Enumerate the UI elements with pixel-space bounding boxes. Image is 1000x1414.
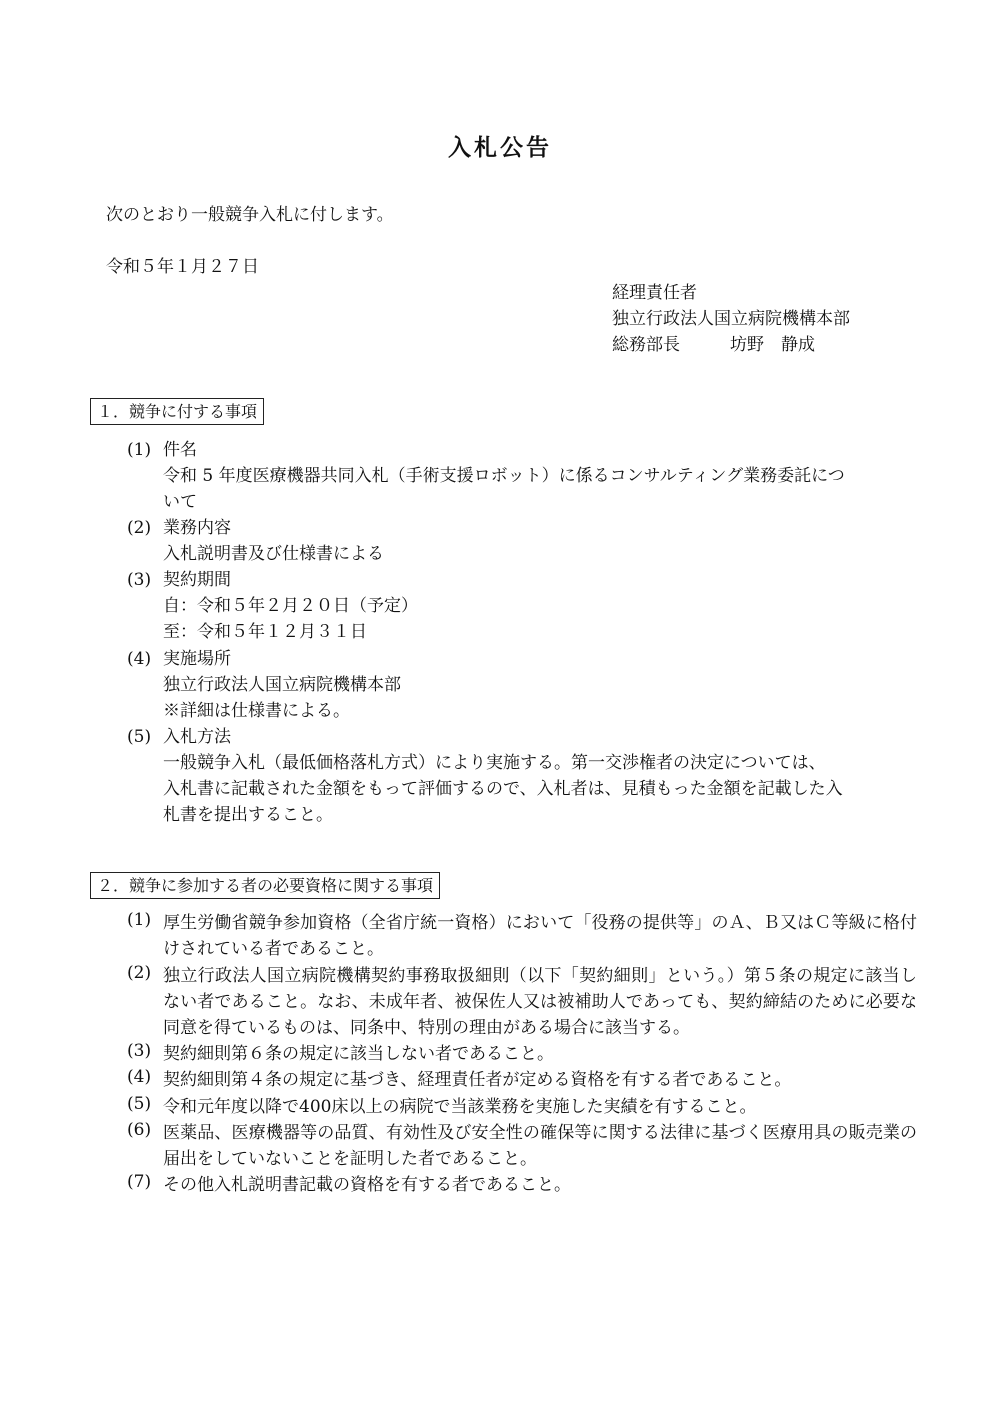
page-title: 入札公告 bbox=[448, 135, 552, 161]
s1-item5-line1: 一般競争入札（最低価格落札方式）により実施する。第一交渉権者の決定については、 bbox=[163, 753, 826, 773]
s2-item3-text: 契約細則第６条の規定に該当しない者であること。 bbox=[163, 1044, 554, 1064]
issuer-org: 独立行政法人国立病院機構本部 bbox=[612, 309, 850, 329]
s2-item3-num: (3) bbox=[127, 1041, 152, 1061]
s2-item5 bbox=[127, 1094, 917, 1120]
s1-item2-label: 業務内容 bbox=[163, 518, 231, 538]
s2-item5-num: (5) bbox=[127, 1094, 152, 1114]
s1-item5-label: 入札方法 bbox=[163, 727, 231, 747]
s2-item1-num: (1) bbox=[127, 910, 152, 930]
s1-item3-line1: 自：令和５年２月２０日（予定） bbox=[163, 596, 418, 616]
section1-heading: １．競争に付する事項 bbox=[90, 398, 264, 425]
s1-item2-line1: 入札説明書及び仕様書による bbox=[163, 544, 384, 564]
s1-item3-line2: 至：令和５年１２月３１日 bbox=[163, 622, 367, 642]
s2-item2-num: (2) bbox=[127, 963, 152, 983]
s2-item7-text: その他入札説明書記載の資格を有する者であること。 bbox=[163, 1175, 571, 1195]
s1-item1-line2: いて bbox=[163, 492, 197, 512]
s2-item5-text: 令和元年度以降で400床以上の病院で当該業務を実施した実績を有すること。 bbox=[163, 1097, 757, 1117]
s2-item7 bbox=[127, 1172, 917, 1198]
s2-item4-num: (4) bbox=[127, 1067, 152, 1087]
s2-item2-text: 独立行政法人国立病院機構契約事務取扱細則（以下「契約細則」という。）第５条の規定に該当しない者であること。なお、未成年者、被保佐人又は被補助人であっても、契約締結のために必要な同意を得ているものは、同条中、特別の理由がある場合に該当する。 bbox=[163, 966, 917, 1038]
s2-item4-text: 契約細則第４条の規定に基づき、経理責任者が定める資格を有する者であること。 bbox=[163, 1070, 792, 1090]
issuer-position: 総務部長 bbox=[612, 335, 680, 355]
s1-item4-label: 実施場所 bbox=[163, 649, 231, 669]
s2-item3 bbox=[127, 1041, 917, 1067]
notice-date: 令和５年１月２７日 bbox=[106, 257, 259, 277]
issuer-name: 坊野 静成 bbox=[730, 335, 815, 355]
intro-text: 次のとおり一般競争入札に付します。 bbox=[106, 205, 394, 225]
s1-item1-num: (1) bbox=[127, 440, 152, 460]
s1-item5-line3: 札書を提出すること。 bbox=[163, 805, 333, 825]
s1-item4-line2: ※詳細は仕様書による。 bbox=[163, 701, 350, 721]
s1-item4-num: (4) bbox=[127, 649, 152, 669]
issuer-role: 経理責任者 bbox=[612, 283, 697, 303]
s1-item3-num: (3) bbox=[127, 570, 152, 590]
s2-item6 bbox=[127, 1120, 917, 1172]
s2-item6-num: (6) bbox=[127, 1120, 152, 1140]
s2-item4 bbox=[127, 1067, 917, 1093]
s1-item3-label: 契約期間 bbox=[163, 570, 231, 590]
s2-item1-text: 厚生労働省競争参加資格（全省庁統一資格）において「役務の提供等」のＡ、Ｂ又はＣ等級に格付けされている者であること。 bbox=[163, 913, 917, 959]
s2-item7-num: (7) bbox=[127, 1172, 152, 1192]
s2-item2 bbox=[127, 963, 917, 1041]
s1-item1-line1: 令和 5 年度医療機器共同入札（手術支援ロボット）に係るコンサルティング業務委託につ bbox=[163, 466, 845, 486]
s1-item5-line2: 入札書に記載された金額をもって評価するので、入札者は、見積もった金額を記載した入 bbox=[163, 779, 843, 799]
s1-item4-line1: 独立行政法人国立病院機構本部 bbox=[163, 675, 401, 695]
s1-item2-num: (2) bbox=[127, 518, 152, 538]
s2-item6-text: 医薬品、医療機器等の品質、有効性及び安全性の確保等に関する法律に基づく医療用具の販売業の届出をしていないことを証明した者であること。 bbox=[163, 1123, 917, 1169]
s2-item1 bbox=[127, 910, 917, 962]
s1-item1-label: 件名 bbox=[163, 440, 197, 460]
s1-item5-num: (5) bbox=[127, 727, 152, 747]
section2-heading: ２．競争に参加する者の必要資格に関する事項 bbox=[90, 872, 440, 899]
